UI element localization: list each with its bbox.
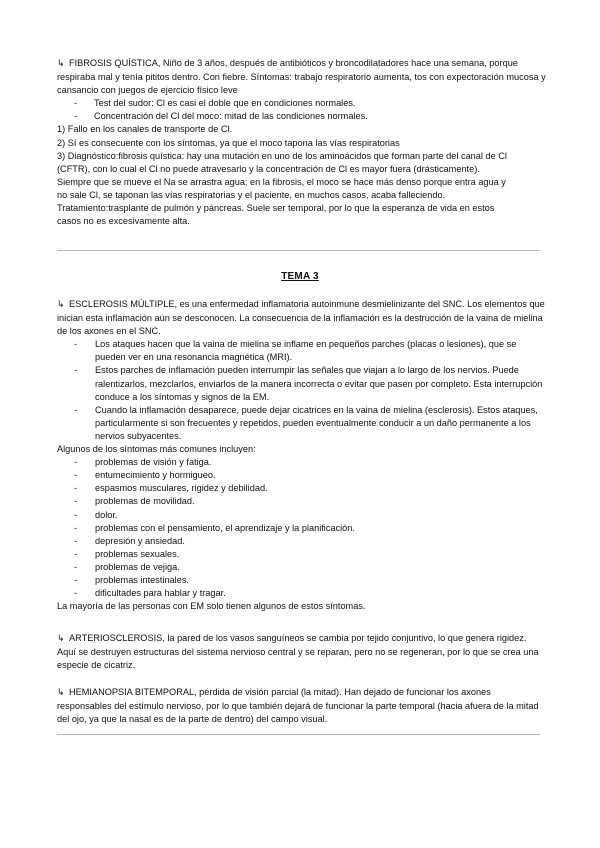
list-item: - Concentración del Cl del moco: mitad de las condiciones normales.	[57, 110, 547, 123]
fibrosis-line-4: Tratamiento:trasplante de pulmón y páncreas. Suele ser temporal, por lo que la esperanza de vida en estos casos no es excesivamente alta.	[57, 203, 495, 227]
section-fibrosis-quistica	[57, 57, 547, 228]
fibrosis-line-3: 3) Diagnóstico:fibrosis quística: hay una mutación en uno de los aminoácidos que forman parte del canal de Cl (CFTR), con lo cual el Cl no puede atravesarlo y la concentración de Cl es mayor fuera (drásticamente). Siempre que se mueve el Na se arrastra agua; en la fibrosis, el moco se hace más denso porque entra agua y no sale Cl, se taponan las vías respiratorias y el paciente, en muchos casos, acaba falleciendo.	[57, 150, 507, 200]
list-item: - depresión y ansiedad.	[57, 535, 547, 548]
symptoms-label: Algunos de los síntomas más comunes incluyen:	[57, 444, 256, 455]
list-item: - problemas intestinales.	[57, 574, 547, 587]
list-item: - Test del sudor: Cl es casi el doble que en condiciones normales.	[57, 97, 547, 110]
list-item: - entumecimiento y hormigueo.	[57, 469, 547, 482]
fibrosis-line-2: 2) Sí es consecuente con los síntomas, ya que el moco tapona las vías respiratorias	[57, 137, 400, 148]
list-item: - problemas con el pensamiento, el aprendizaje y la planificación.	[57, 522, 547, 535]
list-item: - problemas de vejiga.	[57, 561, 547, 574]
fibrosis-intro: ↳ FIBROSIS QUÍSTICA, Niño de 3 años, después de antibióticos y broncodilatadores hace una semana, porque respiraba mal y tenía pititos dentro. Con fiebre. Síntomas: trabajo respiratorio aumenta, tos con expectoración mucosa y cansancio con juegos de ejercicio físico leve	[57, 58, 546, 96]
divider	[57, 734, 540, 735]
hemianopsia-text: ↳ HEMIANOPSIA BITEMPORAL, pérdida de visión parcial (la mitad). Han dejado de funcionar los axones responsables del estímulo nervioso, por lo que también dejará de funcionar la parte temporal (hacia afuera de la mitad del ojo, ya que la nasal es de la parte de dentro) del campo visual.	[57, 687, 539, 725]
list-item: - Cuando la inflamación desaparece, puede dejar cicatrices en la vaina de mielina (esclerosis). Estos ataques, particularmente si son frecuentes y repetidos, pueden eventualmente conducir a un daño permanente a los nervios subyacentes.	[57, 404, 547, 443]
esclerosis-closing: La mayoría de las personas con EM solo tienen algunos de estos síntomas.	[57, 601, 366, 612]
fibrosis-bullet-list	[57, 97, 547, 123]
section-arteriosclerosis	[57, 632, 547, 672]
list-item: - Estos parches de inflamación pueden interrumpir las señales que viajan a lo largo de los nervios. Puede ralentizarlos, mezclarlos, enviarlos de la manera incorrecta o evitar que pasen por completo. Esta interrupción conduce a los síntomas y signos de la EM.	[57, 364, 547, 403]
esclerosis-intro: ↳ ESCLEROSIS MÚLTIPLE, es una enfermedad inflamatoria autoinmune desmielinizante del SNC. Los elementos que inician esta inflamación aún se desconocen. La consecuencia de la inflamación es la destrucción de la vaina de mielina de los axones en el SNC.	[57, 299, 545, 337]
arrow-icon: ↳	[57, 688, 65, 698]
section-heading: TEMA 3	[281, 271, 319, 282]
section-hemianopsia	[57, 686, 547, 726]
arrow-icon: ↳	[57, 634, 65, 644]
list-item: - dolor.	[57, 509, 547, 522]
esclerosis-bullet-list	[57, 338, 547, 443]
fibrosis-line-1: 1) Fallo en los canales de transporte de Cl.	[57, 124, 233, 135]
list-item: - espasmos musculares, rigidez y debilidad.	[57, 482, 547, 495]
list-item: - Los ataques hacen que la vaina de mielina se inflame en pequeños parches (placas o lesiones), que se pueden ver en una resonancia magnética (MRI).	[57, 338, 547, 364]
section-esclerosis-multiple	[57, 298, 547, 613]
symptoms-list	[57, 456, 547, 600]
arrow-icon: ↳	[57, 300, 65, 310]
list-item: - problemas de visión y fatiga.	[57, 456, 547, 469]
list-item: - dificultades para hablar y tragar.	[57, 587, 547, 600]
list-item: - problemas sexuales.	[57, 548, 547, 561]
arrow-icon: ↳	[57, 59, 65, 69]
list-item: - problemas de movilidad.	[57, 495, 547, 508]
divider	[57, 250, 540, 251]
arteriosclerosis-text: ↳ ARTERIOSCLEROSIS, la pared de los vasos sanguíneos se cambia por tejido conjuntivo, lo que genera rigidez. Aquí se destruyen estructuras del sistema nervioso central y se reparan, pero no se regeneran, por lo que se crea una especie de cicatriz.	[57, 633, 539, 671]
